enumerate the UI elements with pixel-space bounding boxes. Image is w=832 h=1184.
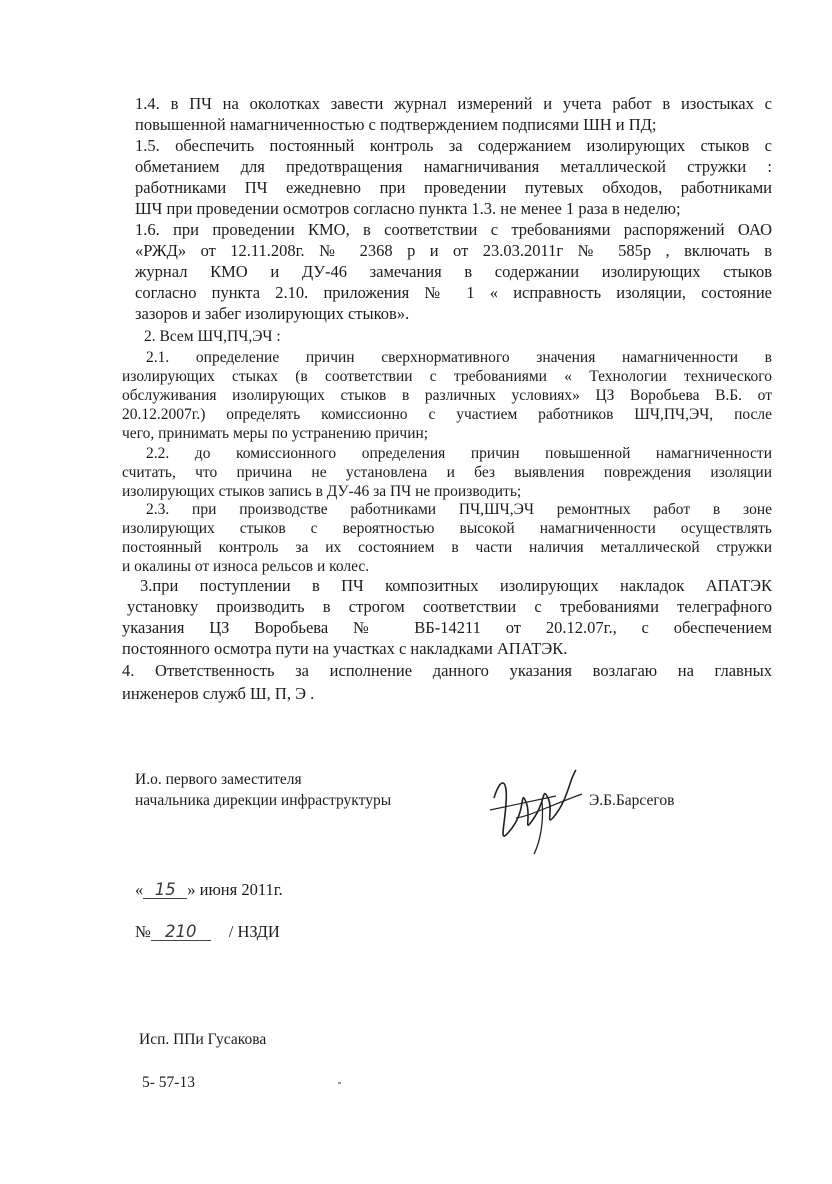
body-line: журнал КМО и ДУ-46 замечания в содержании изолирующих стыков [135, 262, 772, 281]
body-line: повышенной намагниченностью с подтверждением подписями ШН и ПД; [135, 115, 657, 134]
body-line: «РЖД» от 12.11.208г. № 2368 р и от 23.03.2011г № 585р , включать в [135, 241, 772, 260]
number-suffix: / НЗДИ [228, 922, 280, 941]
document-number-line [135, 922, 280, 942]
phone-line: 5- 57-13 [142, 1074, 195, 1091]
body-line: указания ЦЗ Воробьева № ВБ-14211 от 20.12.07г., с обеспечением [122, 618, 772, 637]
date-rest: » июня 2011г. [187, 880, 283, 899]
body-line: инженеров служб Ш, П, Э . [122, 684, 315, 703]
body-line: постоянный контроль за их состоянием в части наличия металлической стружки [122, 539, 772, 556]
section-heading: 2. Всем ШЧ,ПЧ,ЭЧ : [144, 328, 281, 345]
date-open-quote: « [135, 880, 144, 899]
body-line: 1.5. обеспечить постоянный контроль за содержанием изолирующих стыков с [135, 136, 772, 155]
body-line: чего, принимать меры по устранению причин; [122, 425, 429, 442]
body-line: считать, что причина не установлена и без выявления повреждения изоляции [122, 464, 772, 481]
body-line: 2.2. до комиссионного определения причин повышенной намагниченности [146, 445, 772, 462]
body-line: постоянного осмотра пути на участках с накладками АПАТЭК. [122, 639, 568, 658]
body-line: 3.при поступлении в ПЧ композитных изолирующих накладок АПАТЭК [140, 576, 772, 595]
signer-name: Э.Б.Барсегов [589, 792, 675, 809]
signer-position-line1: И.о. первого заместителя [135, 771, 302, 788]
body-line: изолирующих стыков запись в ДУ-46 за ПЧ не производить; [122, 483, 522, 500]
body-line: обслуживания изолирующих стыков в различных условиях» ЦЗ Воробьева В.Б. от [122, 387, 772, 404]
body-line: 1.6. при проведении КМО, в соответствии с требованиями распоряжений ОАО [135, 220, 772, 239]
body-line: 2.3. при производстве работниками ПЧ,ШЧ,ЭЧ ремонтных работ в зоне [146, 501, 772, 518]
body-line: установку производить в строгом соответствии с требованиями телеграфного [127, 597, 772, 616]
signer-position-line2: начальника дирекции инфраструктуры [135, 792, 392, 809]
body-line: и окалины от износа рельсов и колес. [122, 558, 370, 575]
date-day-handwritten: 15 [143, 882, 187, 899]
body-line: ШЧ при проведении осмотров согласно пункта 1.3. не менее 1 раза в неделю; [135, 199, 681, 218]
body-line: 1.4. в ПЧ на околотках завести журнал измерений и учета работ в изостыках с [135, 94, 772, 113]
body-line: изолирующих стыков с вероятностью высокой намагниченности осуществлять [122, 520, 772, 537]
body-line: 4. Ответственность за исполнение данного указания возлагаю на главных [122, 661, 772, 680]
body-line: зазоров и забег изолирующих стыков». [135, 304, 410, 323]
body-line: изолирующих стыках (в соответствии с требованиями « Технологии технического [122, 368, 772, 385]
handwritten-signature [486, 758, 586, 858]
body-line: 20.12.2007г.) определять комиссионно с участием работников ШЧ,ПЧ,ЭЧ, после [122, 406, 772, 423]
scan-speck [338, 1082, 341, 1084]
number-prefix: № [135, 922, 151, 941]
body-line: обметанием для предотвращения намагничивания металлической стружки : [135, 157, 772, 176]
body-line: 2.1. определение причин сверхнормативного значения намагниченности в [146, 349, 772, 366]
body-line: работниками ПЧ ежедневно при проведении путевых обходов, работниками [135, 178, 772, 197]
date-line [135, 880, 283, 900]
body-line: согласно пункта 2.10. приложения № 1 « исправность изоляции, состояние [135, 283, 772, 302]
number-value-handwritten: 210 [151, 924, 211, 941]
executor-line: Исп. ППи Гусакова [139, 1031, 267, 1048]
